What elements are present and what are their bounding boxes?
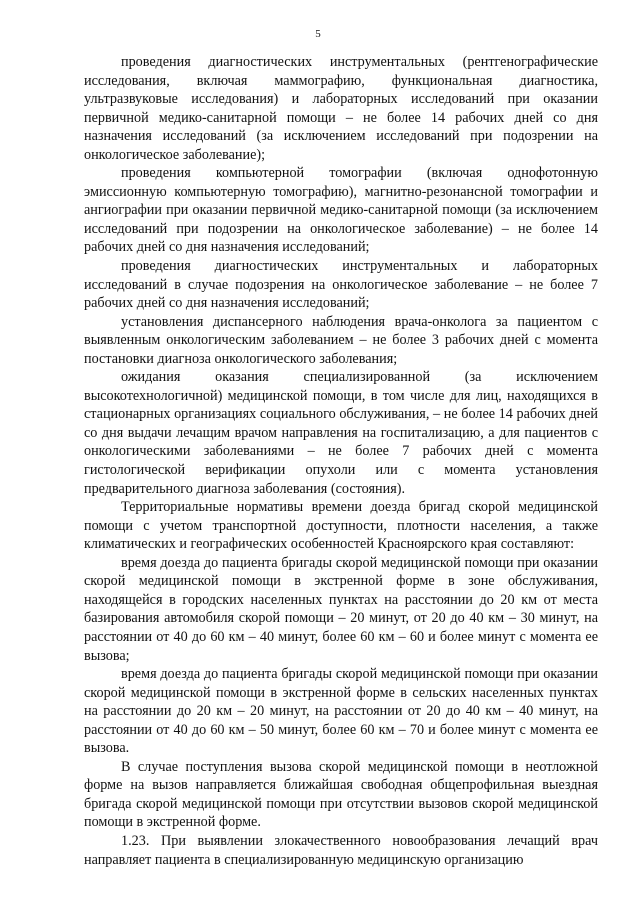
paragraph-oncology-suspicion: проведения диагностических инструментальных и лабораторных исследований в случае подозрения на онкологическое заболевание – не более 7 рабочих дней со дня назначения исследований; bbox=[84, 258, 598, 312]
paragraph-section-1-23: 1.23. При выявлении злокачественного новообразования лечащий врач направляет пациента в специализированную медицинскую организацию bbox=[84, 832, 598, 868]
paragraph-urgent-call: В случае поступления вызова скорой медицинской помощи в неотложной форме на вызов направляется ближайшая свободная общепрофильная выездная бригада скорой медицинской помощи при отсутствии вызовов скорой медицинской помощи в экстренной форме. bbox=[84, 758, 598, 831]
page-number: 5 bbox=[315, 28, 321, 40]
paragraph-diagnostic-instrumental: проведения диагностических инструментальных (рентгенографические исследования, включая маммографию, функциональная диагностика, ультразвуковые исследования) и лабораторных исследований при оказании первичной медико-санитарной помощи – не более 14 рабочих дней со дня назначения исследований (за исключением исследований при подозрении на онкологическое заболевание); bbox=[84, 54, 598, 163]
paragraph-dispensary-observation: установления диспансерного наблюдения врача-онколога за пациентом с выявленным онкологическим заболеванием – не более 3 рабочих дней с момента постановки диагноза онкологического заболевания; bbox=[84, 313, 598, 367]
paragraph-ambulance-norms-intro: Территориальные нормативы времени доезда бригад скорой медицинской помощи с учетом транспортной доступности, плотности населения, а также климатических и географических особенностей Красноярского края составляют: bbox=[84, 499, 598, 553]
paragraph-ambulance-urban: время доезда до пациента бригады скорой медицинской помощи при оказании скорой медицинской помощи в экстренной форме в зоне обслуживания, находящейся в городских населенных пунктах на расстоянии до 20 км от места базирования автомобиля скорой помощи – 20 минут, от 20 до 40 км – 30 минут, на расстоянии от 40 до 60 км – 40 минут, более 60 км – 60 и более минут с момента ее вызова; bbox=[84, 554, 598, 664]
document-body bbox=[84, 53, 598, 869]
paragraph-specialized-care-waiting: ожидания оказания специализированной (за исключением высокотехнологичной) медицинской помощи, в том числе для лиц, находящихся в стационарных организациях социального обслуживания, – не более 14 рабочих дней со дня выдачи лечащим врачом направления на госпитализацию, а для пациентов с онкологическими заболеваниями – не более 7 рабочих дней с момента гистологической верификации опухоли или с момента установления предварительного диагноза заболевания (состояния). bbox=[84, 369, 598, 497]
paragraph-ambulance-rural: время доезда до пациента бригады скорой медицинской помощи при оказании скорой медицинской помощи в экстренной форме в сельских населенных пунктах на расстоянии до 20 км – 20 минут, на расстоянии от 20 до 40 км – 40 минут, на расстоянии от 40 до 60 км – 50 минут, более 60 км – 70 и более минут с момента ее вызова. bbox=[84, 666, 598, 757]
paragraph-computed-tomography: проведения компьютерной томографии (включая однофотонную эмиссионную компьютерную томографию), магнитно-резонансной томографии и ангиографии при оказании первичной медико-санитарной помощи (за исключением исследований при подозрении на онкологическое заболевание) – не более 14 рабочих дней со дня назначения исследований; bbox=[84, 165, 598, 256]
